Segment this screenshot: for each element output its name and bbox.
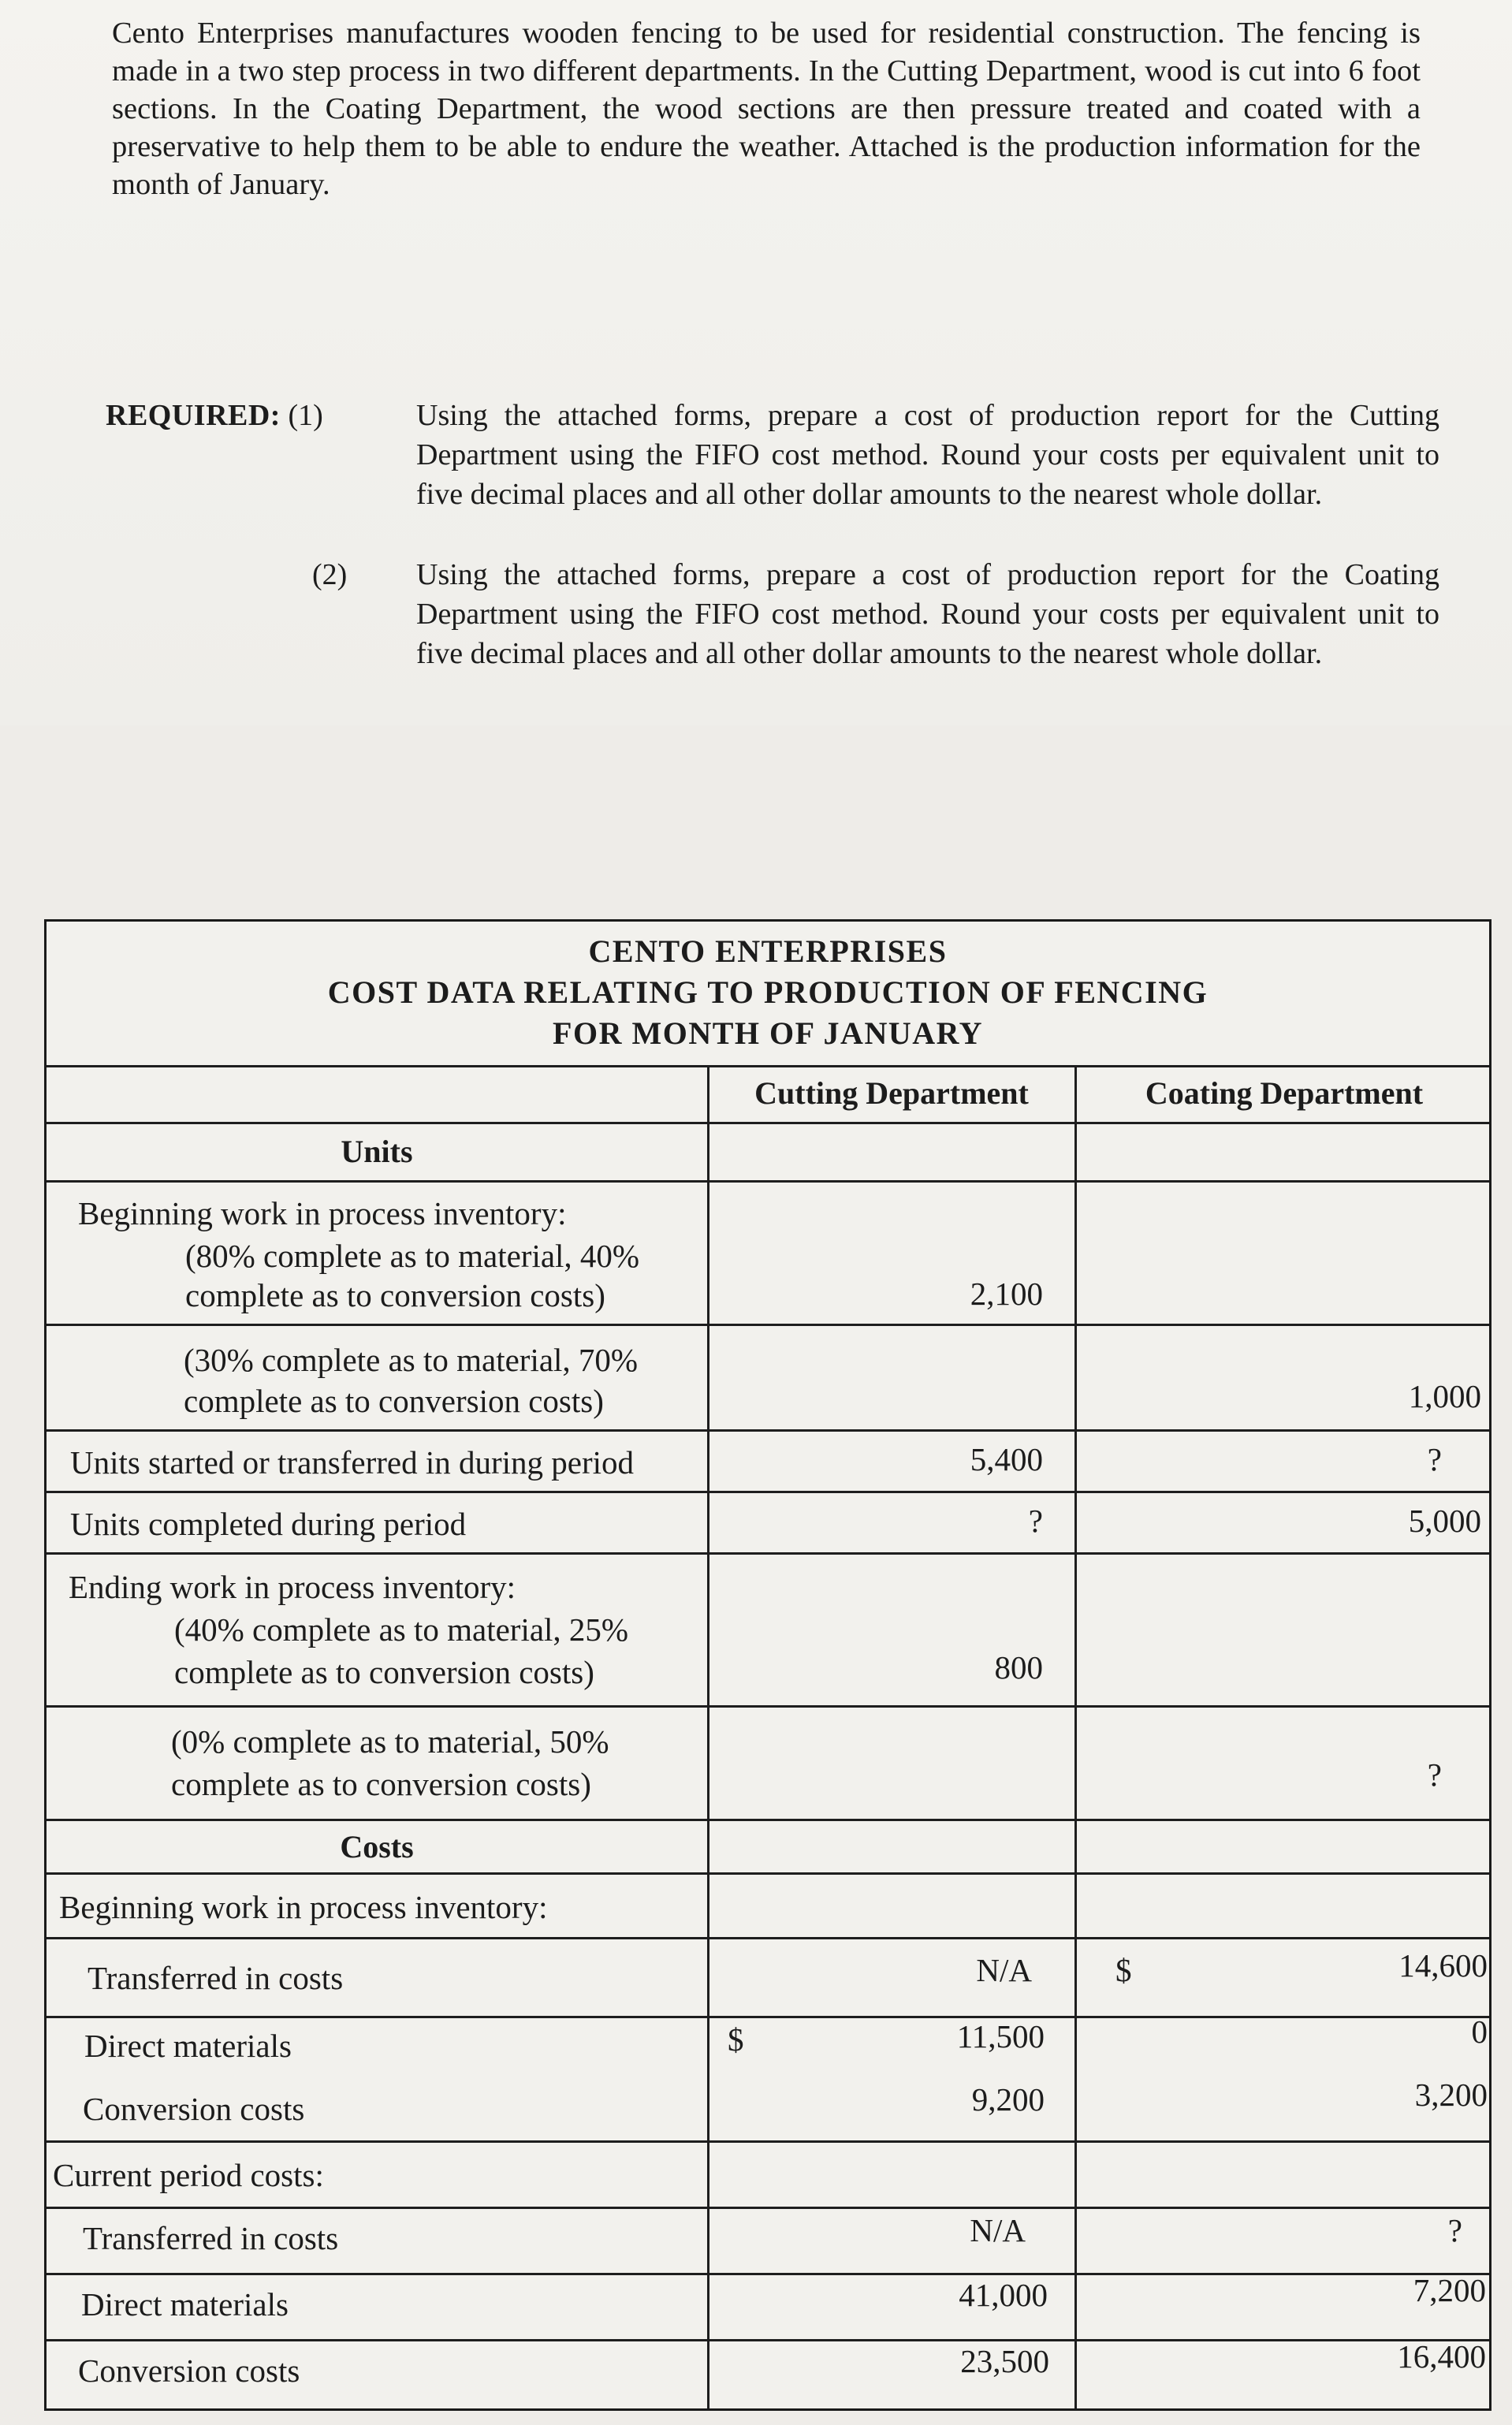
ewip-cutting-line2: complete as to conversion costs): [174, 1654, 594, 1690]
bwip-coating-line1: (30% complete as to material, 70%: [184, 1342, 639, 1378]
table-title-subject: COST DATA RELATING TO PRODUCTION OF FENCING: [327, 974, 1208, 1010]
table-title-company: CENTO ENTERPRISES: [588, 933, 948, 969]
bwip-cc-coating: 3,200: [1414, 2077, 1488, 2113]
bwip-coating-value: 1,000: [1408, 1378, 1481, 1414]
row-line: [47, 1122, 1489, 1124]
ewip-cutting-line1: (40% complete as to material, 25%: [174, 1611, 629, 1648]
row-line: [47, 1324, 1489, 1326]
row-line: [47, 1429, 1489, 1432]
current-dm-coating: 7,200: [1413, 2272, 1486, 2308]
costs-heading: Costs: [340, 1829, 414, 1864]
bwip-units-label: Beginning work in process inventory:: [78, 1195, 567, 1231]
required-item-1: Using the attached forms, prepare a cost of production report for the Cutting Department using the FIFO cost method. Round your costs per equivalent unit to five decimal places and all other dollar amounts to the nearest whole dollar.: [416, 399, 1439, 511]
bwip-transferred-coating: 14,600: [1398, 1947, 1488, 1984]
current-transferred-label: Transferred in costs: [83, 2220, 339, 2256]
current-dm-cutting: 41,000: [959, 2277, 1048, 2313]
col-header-cutting: Cutting Department: [754, 1075, 1029, 1111]
cost-bwip-label: Beginning work in process inventory:: [59, 1889, 548, 1925]
ewip-coating-line2: complete as to conversion costs): [171, 1766, 591, 1802]
col-line-cutting: [707, 1065, 709, 2408]
current-transferred-cutting: N/A: [970, 2212, 1026, 2248]
current-cc-coating: 16,400: [1397, 2338, 1486, 2375]
current-dm-label: Direct materials: [81, 2286, 289, 2323]
bwip-transferred-cutting: N/A: [976, 1952, 1032, 1988]
required-label: [106, 396, 323, 435]
bwip-dm-coating: 0: [1471, 2013, 1488, 2050]
ewip-cutting-value: 800: [994, 1649, 1043, 1686]
ewip-coating-value: ?: [1427, 1756, 1442, 1793]
bwip-transferred-label: Transferred in costs: [88, 1960, 344, 1996]
bwip-cutting-line1: (80% complete as to material, 40%: [185, 1238, 640, 1274]
col-header-coating: Coating Department: [1145, 1075, 1424, 1111]
row-line: [47, 2140, 1489, 2143]
current-costs-label: Current period costs:: [53, 2157, 324, 2193]
intro-paragraph: Cento Enterprises manufactures wooden fencing to be used for residential construction. The fencing is made in a two step process in two different departments. In the Cutting Department, wood is cut into 6 foot sections. In the Coating Department, the wood sections are then pressure treated and coated with a preservative to help them to be able to endure the weather. Attached is the production information for the month of January.: [112, 17, 1421, 201]
bwip-dm-cutting: 11,500: [956, 2018, 1045, 2054]
required-num-2: (2): [312, 558, 348, 591]
row-line: [47, 1065, 1489, 1067]
bwip-coating-dollar: $: [1115, 1952, 1132, 1988]
units-completed-cutting: ?: [1028, 1503, 1043, 1539]
row-line: [47, 1180, 1489, 1183]
col-line-coating: [1074, 1065, 1077, 2408]
row-line: [47, 1872, 1489, 1875]
required-word: REQUIRED:: [106, 399, 281, 432]
units-started-cutting: 5,400: [970, 1441, 1043, 1477]
required-num-1: (1): [288, 399, 323, 432]
bwip-cutting-line2: complete as to conversion costs): [185, 1277, 605, 1313]
row-line: [47, 1937, 1489, 1939]
current-transferred-coating: ?: [1447, 2212, 1462, 2248]
units-started-label: Units started or transferred in during period: [70, 1444, 635, 1481]
ewip-coating-line1: (0% complete as to material, 50%: [171, 1723, 609, 1760]
cost-data-table: [44, 919, 1492, 2411]
row-line: [47, 2207, 1489, 2209]
row-line: [47, 1819, 1489, 1821]
ewip-units-label: Ending work in process inventory:: [69, 1569, 516, 1605]
current-cc-label: Conversion costs: [78, 2352, 300, 2389]
bwip-cc-label: Conversion costs: [83, 2091, 305, 2127]
bwip-cutting-dollar: $: [728, 2021, 744, 2058]
required-item-2: Using the attached forms, prepare a cost of production report for the Coating Department using the FIFO cost method. Round your costs per equivalent unit to five decimal places and all other dollar amounts to the nearest whole dollar.: [416, 558, 1439, 670]
units-completed-coating: 5,000: [1408, 1503, 1481, 1539]
row-line: [47, 1491, 1489, 1493]
units-completed-label: Units completed during period: [70, 1506, 467, 1542]
bwip-coating-line2: complete as to conversion costs): [184, 1383, 604, 1419]
row-line: [47, 1705, 1489, 1708]
bwip-dm-label: Direct materials: [84, 2028, 292, 2064]
units-heading: Units: [341, 1134, 413, 1169]
bwip-cc-cutting: 9,200: [971, 2081, 1045, 2118]
row-line: [47, 1552, 1489, 1555]
table-title-period: FOR MONTH OF JANUARY: [553, 1015, 983, 1051]
bwip-cutting-value: 2,100: [970, 1276, 1043, 1312]
current-cc-cutting: 23,500: [960, 2343, 1049, 2379]
units-started-coating: ?: [1427, 1441, 1442, 1477]
